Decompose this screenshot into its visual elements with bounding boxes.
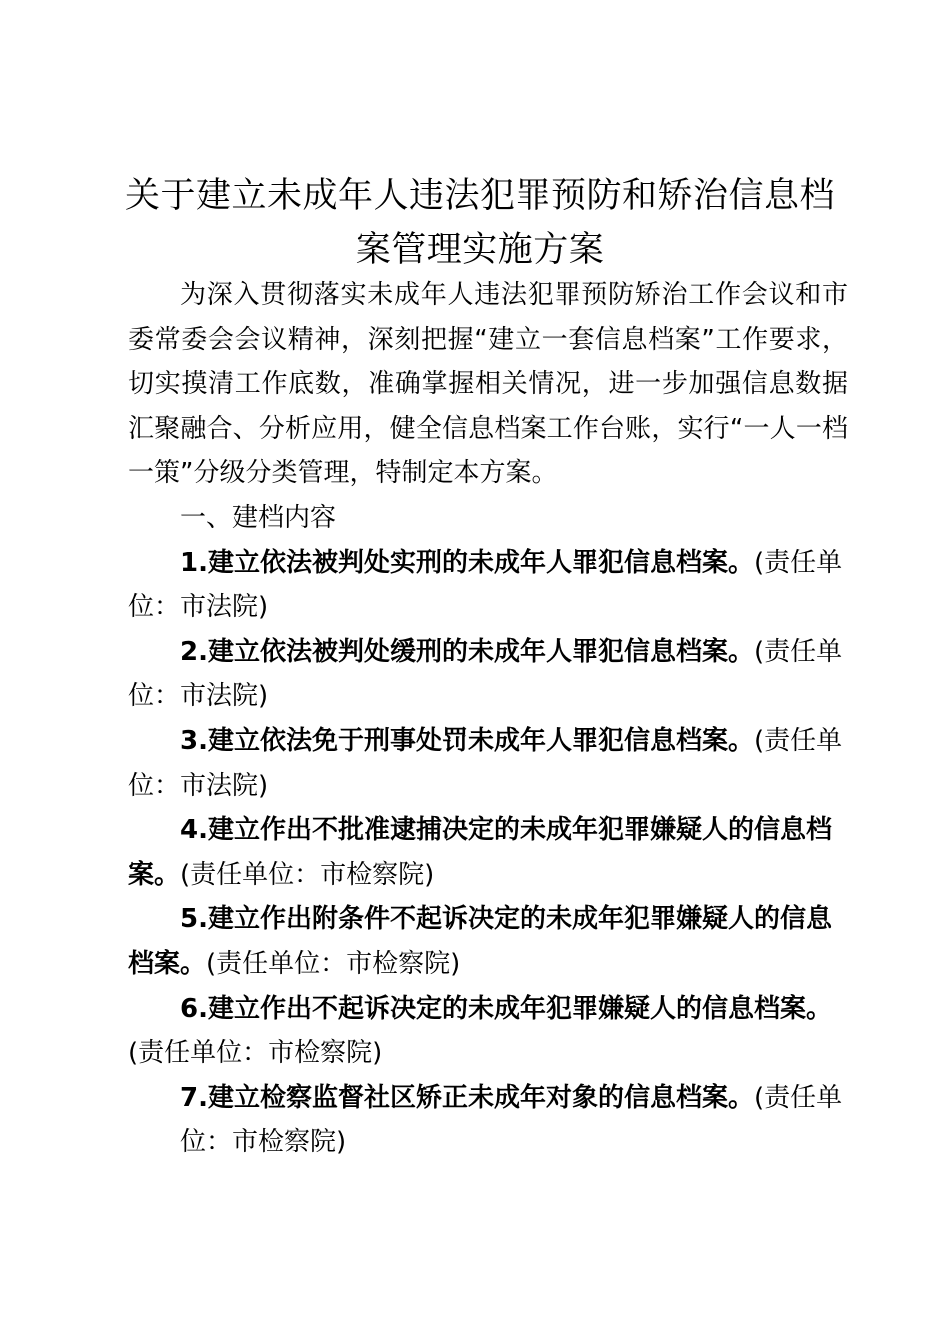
item-unit: (责任单位：市检察院) bbox=[180, 859, 435, 890]
list-item bbox=[128, 808, 848, 897]
item-title: 1.建立依法被判处实刑的未成年人罪犯信息档案。 bbox=[180, 547, 754, 578]
list-item bbox=[128, 897, 848, 986]
item-title: 5.建立作出附条件不起诉决定的未成年犯罪嫌疑人的信息档案。 bbox=[128, 904, 832, 979]
list-item bbox=[128, 541, 848, 630]
item-title: 7.建立检察监督社区矫正未成年对象的信息档案。 bbox=[180, 1082, 754, 1113]
item-title: 6.建立作出不起诉决定的未成年犯罪嫌疑人的信息档案。 bbox=[180, 993, 832, 1024]
item-unit: (责任单位：市法院) bbox=[128, 547, 843, 623]
document-title-line1: 关于建立未成年人违法犯罪预防和矫治信息档 bbox=[124, 176, 835, 216]
item-title: 2.建立依法被判处缓刑的未成年人罪犯信息档案。 bbox=[180, 636, 754, 667]
item-unit: (责任单位：市检察院) bbox=[206, 948, 461, 979]
list-item bbox=[128, 987, 848, 1076]
item-title: 4.建立作出不批准逮捕决定的未成年犯罪嫌疑人的信息档案。 bbox=[128, 815, 832, 890]
section-heading: 一、建档内容 bbox=[180, 502, 337, 533]
list-item bbox=[128, 630, 848, 719]
list-item bbox=[128, 719, 848, 808]
document-body bbox=[128, 273, 848, 1165]
item-title: 3.建立依法免于刑事处罚未成年人罪犯信息档案。 bbox=[180, 725, 754, 756]
intro-paragraph: 为深入贯彻落实未成年人违法犯罪预防矫治工作会议和市委常委会会议精神，深刻把握“建立一套信息档案”工作要求，切实摸清工作底数，准确掌握相关情况，进一步加强信息数据汇聚融合、分析应用，健全信息档案工作台账，实行“一人一档一策”分级分类管理，特制定本方案。 bbox=[128, 280, 848, 489]
item-unit: (责任单位：市检察院) bbox=[128, 1038, 383, 1069]
item-unit: (责任单位：市检察院) bbox=[180, 1082, 843, 1158]
item-unit: (责任单位：市法院) bbox=[128, 636, 843, 712]
item-unit: (责任单位：市法院) bbox=[128, 725, 843, 801]
document-title-line2: 案管理实施方案 bbox=[355, 230, 605, 270]
list-item bbox=[128, 1076, 848, 1165]
